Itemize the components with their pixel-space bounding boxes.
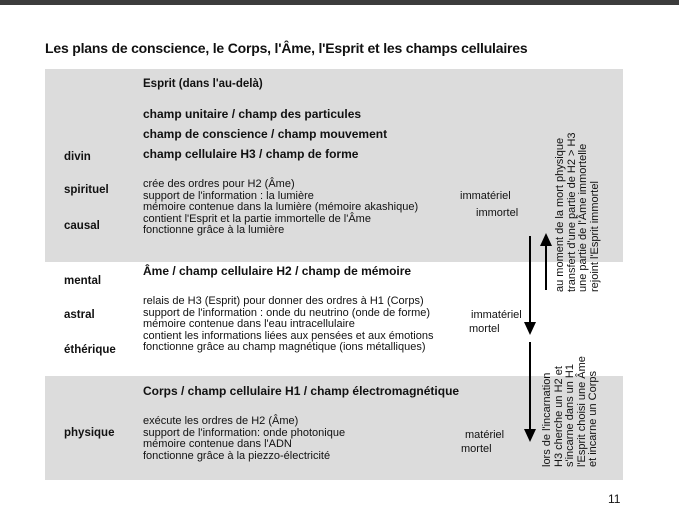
label-physique: physique [64,427,115,439]
corps-materiel: matériel [465,429,505,441]
corps-line: fonctionne grâce à la piezzo-électricité [143,449,331,462]
mort-note-line: rejoint l'Esprit immortel [588,181,601,292]
esprit-immateriel: immatériel [460,190,511,202]
ame-line: contient les informations liées aux pensées et aux émotions [143,329,434,342]
mort-note [555,132,601,292]
incarnation-note-line: l'Esprit choisi une Âme [575,356,588,467]
corps-line: support de l'information: onde photonique [143,426,346,439]
incarnation-note-line: et incarne un Corps [587,371,600,467]
ame-heading: Âme / champ cellulaire H2 / champ de mémoire [143,264,412,278]
incarnation-note-line: H3 cherche un H2 et [552,366,565,467]
mort-note-line: une partie de l'Âme immortelle [577,143,590,292]
esprit-champ-3: champ cellulaire H3 / champ de forme [143,147,359,161]
incarnation-note-line: lors de l'incarnation [541,372,553,467]
incarnation-note [542,356,600,467]
ame-line: relais de H3 (Esprit) pour donner des ordres à H1 (Corps) [143,295,424,307]
incarnation-note-line: s'incarne dans un H1 [564,364,577,467]
ame-immateriel: immatériel [471,309,522,321]
label-mental: mental [64,275,102,287]
corps-line: mémoire contenue dans l'ADN [143,438,292,450]
esprit-line: contient l'Esprit et la partie immortelle de l'Âme [143,212,371,225]
corps-line: exécute les ordres de H2 (Âme) [143,415,299,427]
esprit-line: fonctionne grâce à la lumière [143,224,285,236]
ame-line: mémoire contenue dans l'eau intracellulaire [143,318,355,330]
esprit-champ-2: champ de conscience / champ mouvement [143,127,388,141]
label-spirituel: spirituel [64,184,109,196]
ame-line: support de l'information : onde du neutrino (onde de forme) [143,306,431,319]
esprit-champ-1: champ unitaire / champ des particules [143,107,362,121]
label-divin: divin [64,151,91,163]
page-number: 11 [608,492,621,506]
esprit-heading: Esprit (dans l'au-delà) [143,78,263,90]
esprit-line: mémoire contenue dans la lumière (mémoire akashique) [143,201,419,213]
label-astral: astral [64,309,95,321]
down-arrow-icon [524,342,536,442]
ame-line: fonctionne grâce au champ magnétique (ions métalliques) [143,341,426,353]
mort-note-line: au moment de la mort physique [554,137,566,292]
down-arrow-icon [524,236,536,335]
esprit-immortel: immortel [476,207,519,219]
slide-title: Les plans de conscience, le Corps, l'Âme, l'Esprit et les champs cellulaires [45,40,528,56]
ame-mortel: mortel [469,323,500,335]
esprit-line: crée des ordres pour H2 (Âme) [143,178,295,190]
label-etherique: éthérique [64,344,116,356]
esprit-line: support de l'information : la lumière [143,189,314,202]
corps-heading: Corps / champ cellulaire H1 / champ électromagnétique [143,384,460,398]
corps-mortel: mortel [461,443,492,455]
up-arrow-icon [540,233,552,290]
label-causal: causal [64,220,100,232]
mort-note-line: transfert d'une partie de H2 > H3 [565,132,578,292]
